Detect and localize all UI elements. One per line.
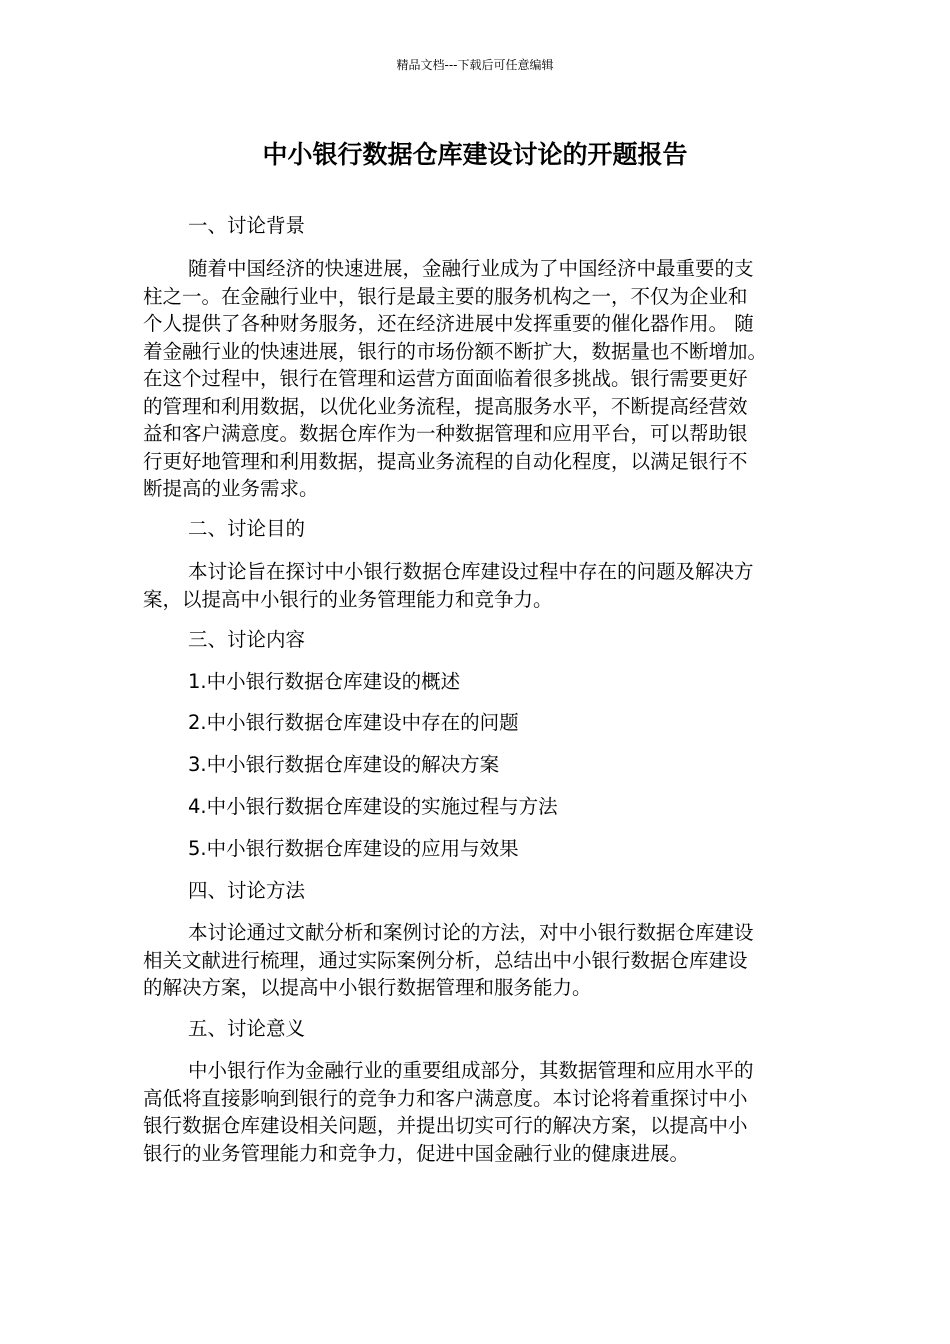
paragraph-line: 着金融行业的快速进展，银行的市场份额不断扩大，数据量也不断增加。 xyxy=(143,339,768,363)
list-item: 1.中小银行数据仓库建设的概述 xyxy=(188,670,461,693)
paragraph-line: 相关文献进行梳理，通过实际案例分析，总结出中小银行数据仓库建设 xyxy=(143,948,748,972)
paragraph-background xyxy=(143,255,793,503)
paragraph-line: 中小银行作为金融行业的重要组成部分，其数据管理和应用水平的 xyxy=(188,1059,754,1082)
paragraph-line: 行更好地管理和利用数据，提高业务流程的自动化程度，以满足银行不 xyxy=(143,449,748,473)
paragraph-line: 高低将直接影响到银行的竞争力和客户满意度。本讨论将着重探讨中小 xyxy=(143,1086,748,1110)
section-heading-background: 一、讨论背景 xyxy=(188,214,306,237)
paragraph-line: 的解决方案，以提高中小银行数据管理和服务能力。 xyxy=(143,976,592,999)
list-item: 5.中小银行数据仓库建设的应用与效果 xyxy=(188,837,519,860)
section-heading-purpose: 二、讨论目的 xyxy=(188,517,306,540)
paragraph-line: 银行的业务管理能力和竞争力，促进中国金融行业的健康进展。 xyxy=(143,1141,690,1165)
paragraph-line: 断提高的业务需求。 xyxy=(143,477,319,500)
paragraph-line: 随着中国经济的快速进展，金融行业成为了中国经济中最重要的支 xyxy=(188,257,754,280)
section-heading-content: 三、讨论内容 xyxy=(188,628,306,651)
list-item: 3.中小银行数据仓库建设的解决方案 xyxy=(188,753,500,776)
paragraph-line: 在这个过程中，银行在管理和运营方面面临着很多挑战。银行需要更好 xyxy=(143,367,748,390)
paragraph-line: 银行数据仓库建设相关问题，并提出切实可行的解决方案，以提高中小 xyxy=(143,1114,748,1137)
paragraph-significance xyxy=(143,1057,793,1167)
document-title: 中小银行数据仓库建设讨论的开题报告 xyxy=(262,140,688,169)
paragraph-line: 益和客户满意度。数据仓库作为一种数据管理和应用平台，可以帮助银 xyxy=(143,422,748,445)
paragraph-purpose xyxy=(143,558,793,613)
list-item: 4.中小银行数据仓库建设的实施过程与方法 xyxy=(188,795,558,818)
paragraph-line: 案，以提高中小银行的业务管理能力和竞争力。 xyxy=(143,587,553,611)
paragraph-line: 柱之一。在金融行业中，银行是最主要的服务机构之一，不仅为企业和 xyxy=(143,284,748,308)
paragraph-method xyxy=(143,919,793,1002)
paragraph-line: 的管理和利用数据，以优化业务流程，提高服务水平，不断提高经营效 xyxy=(143,394,748,418)
page-header: 精品文档---下载后可任意编辑 xyxy=(396,58,554,72)
paragraph-line: 个人提供了各种财务服务，还在经济进展中发挥重要的催化器作用。 随 xyxy=(143,312,754,335)
section-heading-significance: 五、讨论意义 xyxy=(188,1017,306,1040)
paragraph-line: 本讨论通过文献分析和案例讨论的方法，对中小银行数据仓库建设 xyxy=(188,921,754,944)
list-item: 2.中小银行数据仓库建设中存在的问题 xyxy=(188,711,519,734)
section-heading-method: 四、讨论方法 xyxy=(188,879,306,902)
paragraph-line: 本讨论旨在探讨中小银行数据仓库建设过程中存在的问题及解决方 xyxy=(188,560,754,583)
